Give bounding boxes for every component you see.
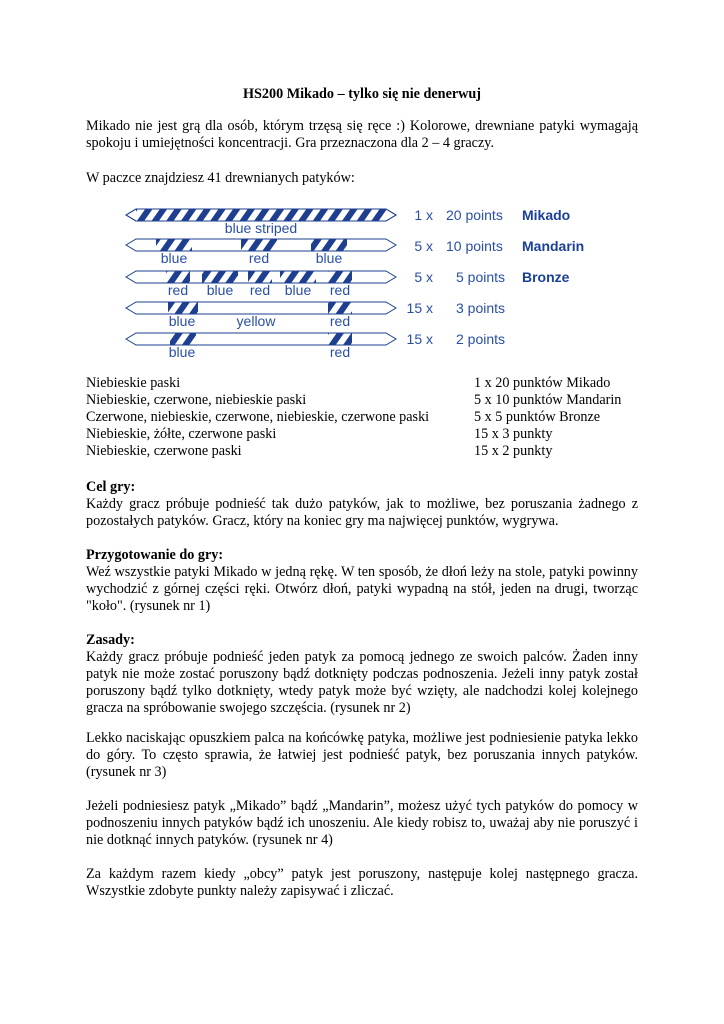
stick-label: red: [249, 282, 271, 298]
pack-paragraph: W paczce znajdziesz 41 drewnianych patyków:: [86, 170, 355, 186]
stick-label: red: [248, 250, 270, 266]
stick-count: 5 x: [414, 238, 433, 254]
sticks-figure: [116, 188, 616, 364]
row-description: Niebieskie, czerwone, niebieskie paski: [86, 392, 307, 408]
table-row: [86, 409, 646, 426]
stick-mandarin: [126, 239, 396, 266]
row-value: 5 x 10 punktów Mandarin: [474, 392, 622, 408]
rules-paragraph-3: Jeżeli podniesiesz patyk „Mikado” bądź „Mandarin”, możesz użyć tych patyków do pomocy w podnoszeniu innych patyków bądź ich unoszeniu. Ale kiedy robisz to, uważaj aby nie poruszyć i nie dotknąć innych patyków. (rysunek nr 4): [86, 798, 638, 848]
stick-label: blue: [206, 282, 234, 298]
table-row: [86, 443, 646, 460]
table-row: [86, 392, 646, 409]
rules-paragraph-2: Lekko naciskając opuszkiem palca na końcówkę patyka, możliwe jest podniesienie patyka lekko do góry. To często sprawia, że łatwiej jest podnieść patyk, bez poruszania innych patyków. (rysunek nr 3): [86, 730, 638, 780]
stick-points: 5 points: [456, 269, 506, 285]
row-value: 15 x 3 punkty: [474, 426, 553, 442]
stick-bronze: [126, 271, 396, 298]
stick-count: 1 x: [414, 207, 433, 223]
stick-name: Mikado: [522, 207, 571, 223]
row-description: Niebieskie, czerwone paski: [86, 443, 242, 459]
table-row: [86, 426, 646, 443]
sticks-illustration: [116, 188, 616, 364]
stick-label: red: [329, 282, 351, 298]
row-value: 5 x 5 punktów Bronze: [474, 409, 601, 425]
rules-heading: Zasady:: [86, 632, 135, 648]
stick-count: 5 x: [414, 269, 433, 285]
prep-text: Weź wszystkie patyki Mikado w jedną rękę. W ten sposób, że dłoń leży na stole, patyki powinny wychodzić z górnej części ręki. Otwórz dłoń, patyki wypadną na stół, jeden na drugi, tworząc "koło". (rysunek nr 1): [86, 564, 638, 614]
stick-points: 2 points: [456, 331, 506, 347]
goal-section: [86, 479, 638, 530]
stick-points: 10 points: [446, 238, 503, 254]
stick-label: yellow: [236, 313, 276, 329]
row-description: Niebieskie paski: [86, 375, 181, 391]
stick-count: 15 x: [406, 300, 433, 316]
stick-count: 15 x: [406, 331, 433, 347]
intro-paragraph: Mikado nie jest grą dla osób, którym trzęsą się ręce :) Kolorowe, drewniane patyki wymagają spokoju i umiejętności koncentracji. Gra przeznaczona dla 2 – 4 graczy.: [86, 118, 638, 151]
rules-section: [86, 632, 638, 717]
stick-label: blue: [284, 282, 312, 298]
row-value: 1 x 20 punktów Mikado: [474, 375, 611, 391]
stick-label: blue: [168, 344, 196, 360]
stick-3-points: [126, 302, 396, 329]
stick-2-points: [126, 333, 396, 360]
stick-points: 3 points: [456, 300, 506, 316]
rules-paragraph-4: Za każdym razem kiedy „obcy” patyk jest poruszony, następuje kolej następnego gracza. Wszystkie zdobyte punkty należy zapisywać i zliczać.: [86, 866, 638, 899]
stick-mikado: [126, 209, 396, 236]
stick-label: red: [329, 313, 351, 329]
stick-label: blue striped: [224, 220, 298, 236]
prep-section: [86, 547, 638, 615]
stick-label: red: [167, 282, 189, 298]
stick-label: red: [329, 344, 351, 360]
stick-name: Mandarin: [522, 238, 585, 254]
row-description: Czerwone, niebieskie, czerwone, niebieskie, czerwone paski: [86, 409, 430, 425]
points-table: [86, 375, 646, 460]
table-row: [86, 375, 646, 392]
row-description: Niebieskie, żółte, czerwone paski: [86, 426, 277, 442]
stick-name: Bronze: [522, 269, 570, 285]
goal-heading: Cel gry:: [86, 479, 136, 495]
row-value: 15 x 2 punkty: [474, 443, 553, 459]
stick-points: 20 points: [446, 207, 503, 223]
stick-label: blue: [160, 250, 188, 266]
rules-paragraph-1: Każdy gracz próbuje podnieść jeden patyk za pomocą jednego ze swoich palców. Żaden inny patyk nie może zostać poruszony bądź dotknięty podczas podnoszenia. Jeżeli inny patyk został poruszony bądź tylko dotknięty, wtedy patyk może być wzięty, ale nadchodzi kolej kolejnego gracza na spróbowanie swojego szczęścia. (rysunek nr 2): [86, 649, 638, 716]
goal-text: Każdy gracz próbuje podnieść tak dużo patyków, jak to możliwe, bez poruszania żadnego z pozostałych patyków. Gracz, który na koniec gry ma najwięcej punktów, wygrywa.: [86, 496, 638, 529]
stick-label: blue: [168, 313, 196, 329]
page-title: HS200 Mikado – tylko się nie denerwuj: [242, 86, 482, 102]
stick-label: blue: [315, 250, 343, 266]
prep-heading: Przygotowanie do gry:: [86, 547, 224, 563]
